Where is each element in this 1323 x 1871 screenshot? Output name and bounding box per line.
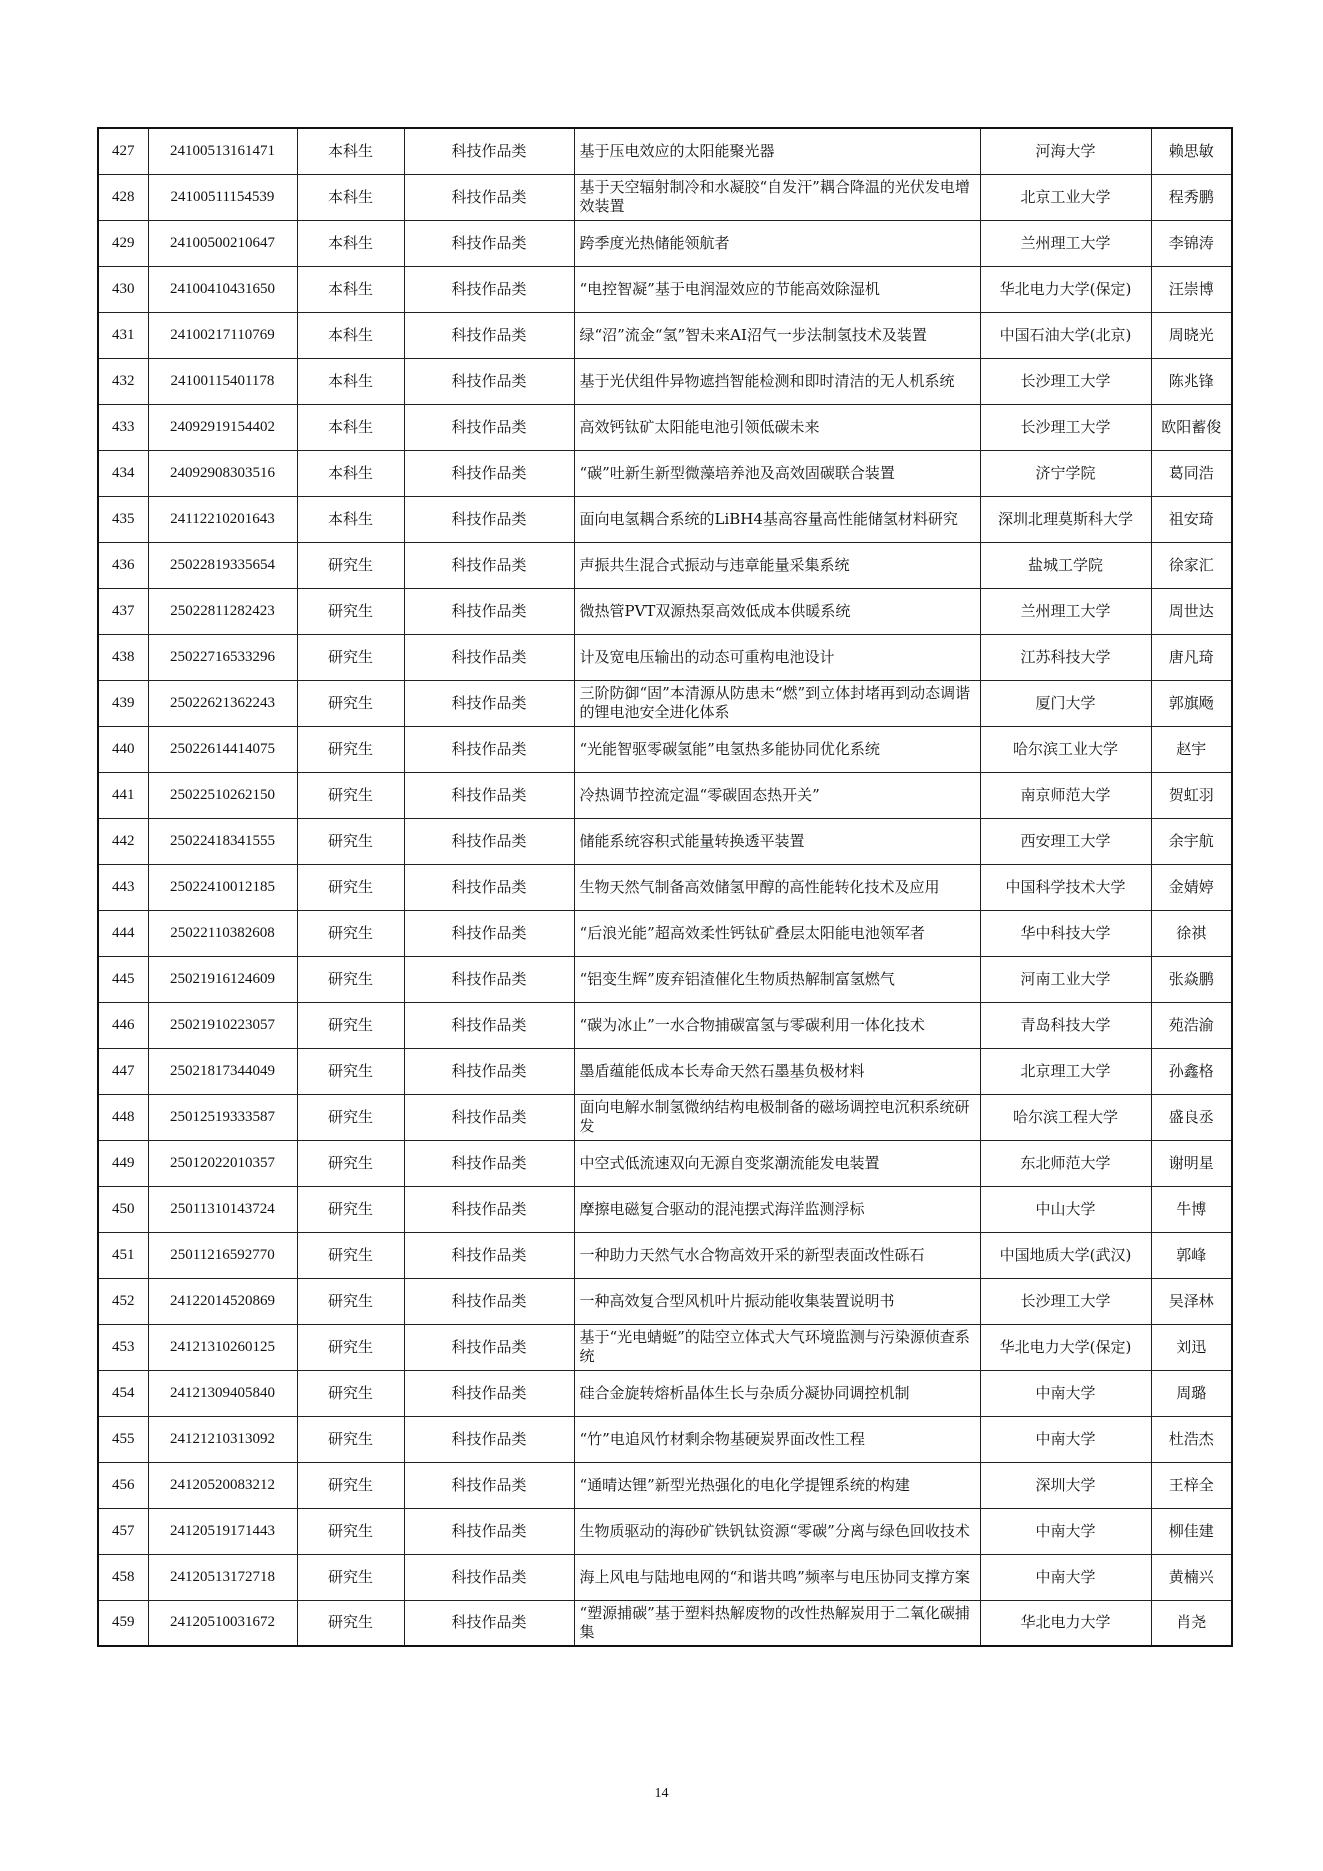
project-title-cell: 墨盾蕴能低成本长寿命天然石墨基负极材料 [574,1048,980,1094]
university-cell: 盐城工学院 [980,542,1151,588]
row-number-cell: 448 [98,1094,148,1140]
project-title-cell: 基于天空辐射制冷和水凝胶“自发汗”耦合降温的光伏发电增效装置 [574,174,980,220]
leader-name-cell: 苑浩渝 [1151,1002,1232,1048]
category-cell: 科技作品类 [404,450,574,496]
university-cell: 中南大学 [980,1416,1151,1462]
entry-code-cell: 25022410012185 [148,864,297,910]
project-title-cell: 生物天然气制备高效储氢甲醇的高性能转化技术及应用 [574,864,980,910]
row-number-cell: 428 [98,174,148,220]
student-level-cell: 研究生 [297,726,404,772]
row-number-cell: 459 [98,1600,148,1646]
table-row [98,910,1232,956]
entry-code-cell: 24122014520869 [148,1278,297,1324]
row-number-cell: 449 [98,1140,148,1186]
row-number-cell: 433 [98,404,148,450]
table-row [98,634,1232,680]
student-level-cell: 研究生 [297,910,404,956]
university-cell: 中南大学 [980,1554,1151,1600]
row-number-cell: 432 [98,358,148,404]
entry-code-cell: 25022621362243 [148,680,297,726]
leader-name-cell: 赖思敏 [1151,128,1232,174]
table-row [98,312,1232,358]
leader-name-cell: 刘迅 [1151,1324,1232,1370]
student-level-cell: 本科生 [297,220,404,266]
project-title-cell: “通晴达锂”新型光热强化的电化学提锂系统的构建 [574,1462,980,1508]
category-cell: 科技作品类 [404,128,574,174]
leader-name-cell: 葛同浩 [1151,450,1232,496]
project-title-cell: 储能系统容积式能量转换透平装置 [574,818,980,864]
table-row [98,496,1232,542]
student-level-cell: 研究生 [297,680,404,726]
student-level-cell: 本科生 [297,266,404,312]
university-cell: 青岛科技大学 [980,1002,1151,1048]
leader-name-cell: 贺虹羽 [1151,772,1232,818]
entry-code-cell: 24100410431650 [148,266,297,312]
entry-code-cell: 24092908303516 [148,450,297,496]
university-cell: 华北电力大学 [980,1600,1151,1646]
university-cell: 北京理工大学 [980,1048,1151,1094]
student-level-cell: 研究生 [297,818,404,864]
student-level-cell: 研究生 [297,1232,404,1278]
leader-name-cell: 徐祺 [1151,910,1232,956]
entry-code-cell: 24120520083212 [148,1462,297,1508]
project-title-cell: 一种助力天然气水合物高效开采的新型表面改性砾石 [574,1232,980,1278]
entry-code-cell: 24100511154539 [148,174,297,220]
university-cell: 长沙理工大学 [980,1278,1151,1324]
project-title-cell: 微热管PVT双源热泵高效低成本供暖系统 [574,588,980,634]
table-body [98,128,1232,1646]
student-level-cell: 研究生 [297,864,404,910]
student-level-cell: 研究生 [297,1462,404,1508]
category-cell: 科技作品类 [404,174,574,220]
category-cell: 科技作品类 [404,1094,574,1140]
category-cell: 科技作品类 [404,1600,574,1646]
leader-name-cell: 张焱鹏 [1151,956,1232,1002]
university-cell: 河南工业大学 [980,956,1151,1002]
student-level-cell: 本科生 [297,404,404,450]
project-title-cell: “碳为冰止”一水合物捕碳富氢与零碳利用一体化技术 [574,1002,980,1048]
table-row [98,772,1232,818]
leader-name-cell: 程秀鹏 [1151,174,1232,220]
project-title-cell: “竹”电追风竹材剩余物基硬炭界面改性工程 [574,1416,980,1462]
row-number-cell: 435 [98,496,148,542]
table-row [98,956,1232,1002]
table-row [98,404,1232,450]
leader-name-cell: 金婧婷 [1151,864,1232,910]
category-cell: 科技作品类 [404,1554,574,1600]
row-number-cell: 457 [98,1508,148,1554]
student-level-cell: 研究生 [297,1278,404,1324]
project-title-cell: “碳”吐新生新型微藻培养池及高效固碳联合装置 [574,450,980,496]
table-row [98,358,1232,404]
student-level-cell: 研究生 [297,1600,404,1646]
entry-code-cell: 24100500210647 [148,220,297,266]
row-number-cell: 440 [98,726,148,772]
category-cell: 科技作品类 [404,496,574,542]
row-number-cell: 441 [98,772,148,818]
entry-code-cell: 24112210201643 [148,496,297,542]
student-level-cell: 研究生 [297,1508,404,1554]
leader-name-cell: 杜浩杰 [1151,1416,1232,1462]
student-level-cell: 本科生 [297,312,404,358]
project-title-cell: 摩擦电磁复合驱动的混沌摆式海洋监测浮标 [574,1186,980,1232]
project-title-cell: 生物质驱动的海砂矿铁钒钛资源“零碳”分离与绿色回收技术 [574,1508,980,1554]
student-level-cell: 本科生 [297,128,404,174]
leader-name-cell: 黄楠兴 [1151,1554,1232,1600]
leader-name-cell: 陈兆锋 [1151,358,1232,404]
leader-name-cell: 欧阳蓄俊 [1151,404,1232,450]
entry-code-cell: 25011310143724 [148,1186,297,1232]
category-cell: 科技作品类 [404,1278,574,1324]
university-cell: 西安理工大学 [980,818,1151,864]
entry-code-cell: 25022510262150 [148,772,297,818]
entry-code-cell: 24100115401178 [148,358,297,404]
category-cell: 科技作品类 [404,404,574,450]
category-cell: 科技作品类 [404,772,574,818]
university-cell: 东北师范大学 [980,1140,1151,1186]
entry-code-cell: 24120510031672 [148,1600,297,1646]
leader-name-cell: 孙鑫格 [1151,1048,1232,1094]
university-cell: 济宁学院 [980,450,1151,496]
entry-code-cell: 25012022010357 [148,1140,297,1186]
university-cell: 中国地质大学(武汉) [980,1232,1151,1278]
table-row [98,1416,1232,1462]
entry-code-cell: 24092919154402 [148,404,297,450]
project-title-cell: “光能智驱零碳氢能”电氢热多能协同优化系统 [574,726,980,772]
university-cell: 中南大学 [980,1370,1151,1416]
category-cell: 科技作品类 [404,1370,574,1416]
leader-name-cell: 汪崇博 [1151,266,1232,312]
project-title-cell: 高效钙钛矿太阳能电池引领低碳未来 [574,404,980,450]
leader-name-cell: 郭峰 [1151,1232,1232,1278]
entry-code-cell: 25022110382608 [148,910,297,956]
category-cell: 科技作品类 [404,1140,574,1186]
university-cell: 华中科技大学 [980,910,1151,956]
project-title-cell: 基于光伏组件异物遮挡智能检测和即时清洁的无人机系统 [574,358,980,404]
student-level-cell: 研究生 [297,1048,404,1094]
category-cell: 科技作品类 [404,818,574,864]
project-title-cell: 硅合金旋转熔析晶体生长与杂质分凝协同调控机制 [574,1370,980,1416]
category-cell: 科技作品类 [404,1186,574,1232]
row-number-cell: 453 [98,1324,148,1370]
university-cell: 兰州理工大学 [980,588,1151,634]
category-cell: 科技作品类 [404,220,574,266]
table-row [98,1462,1232,1508]
university-cell: 南京师范大学 [980,772,1151,818]
entry-code-cell: 25022811282423 [148,588,297,634]
category-cell: 科技作品类 [404,634,574,680]
category-cell: 科技作品类 [404,312,574,358]
table-row [98,128,1232,174]
entry-code-cell: 24100513161471 [148,128,297,174]
row-number-cell: 455 [98,1416,148,1462]
project-title-cell: 计及宽电压输出的动态可重构电池设计 [574,634,980,680]
project-title-cell: “塑源捕碳”基于塑料热解废物的改性热解炭用于二氧化碳捕集 [574,1600,980,1646]
row-number-cell: 452 [98,1278,148,1324]
student-level-cell: 研究生 [297,588,404,634]
entry-code-cell: 25021817344049 [148,1048,297,1094]
leader-name-cell: 柳佳建 [1151,1508,1232,1554]
entry-code-cell: 24121310260125 [148,1324,297,1370]
table-row [98,1002,1232,1048]
student-level-cell: 研究生 [297,1554,404,1600]
university-cell: 厦门大学 [980,680,1151,726]
table-row [98,680,1232,726]
table-row [98,1140,1232,1186]
student-level-cell: 本科生 [297,358,404,404]
student-level-cell: 研究生 [297,542,404,588]
category-cell: 科技作品类 [404,1462,574,1508]
category-cell: 科技作品类 [404,266,574,312]
university-cell: 兰州理工大学 [980,220,1151,266]
student-level-cell: 研究生 [297,1370,404,1416]
table-row [98,864,1232,910]
university-cell: 江苏科技大学 [980,634,1151,680]
entry-code-cell: 25022418341555 [148,818,297,864]
entry-code-cell: 24120519171443 [148,1508,297,1554]
university-cell: 哈尔滨工业大学 [980,726,1151,772]
row-number-cell: 429 [98,220,148,266]
row-number-cell: 454 [98,1370,148,1416]
project-title-cell: 面向电氢耦合系统的LiBH4基高容量高性能储氢材料研究 [574,496,980,542]
category-cell: 科技作品类 [404,1416,574,1462]
project-title-cell: 绿“沼”流金“氢”智未来AI沼气一步法制氢技术及装置 [574,312,980,358]
university-cell: 中南大学 [980,1508,1151,1554]
row-number-cell: 444 [98,910,148,956]
university-cell: 中山大学 [980,1186,1151,1232]
entry-code-cell: 24120513172718 [148,1554,297,1600]
entry-code-cell: 25021916124609 [148,956,297,1002]
table-row [98,266,1232,312]
table-row [98,1370,1232,1416]
university-cell: 中国科学技术大学 [980,864,1151,910]
project-title-cell: 面向电解水制氢微纳结构电极制备的磁场调控电沉积系统研发 [574,1094,980,1140]
page-number: 14 [654,1786,669,1801]
row-number-cell: 430 [98,266,148,312]
project-title-cell: “后浪光能”超高效柔性钙钛矿叠层太阳能电池领军者 [574,910,980,956]
entry-code-cell: 25022614414075 [148,726,297,772]
leader-name-cell: 肖尧 [1151,1600,1232,1646]
project-title-cell: “铝变生辉”废弃铝渣催化生物质热解制富氢燃气 [574,956,980,1002]
student-level-cell: 本科生 [297,450,404,496]
student-level-cell: 研究生 [297,1002,404,1048]
category-cell: 科技作品类 [404,864,574,910]
project-title-cell: 冷热调节控流定温“零碳固态热开关” [574,772,980,818]
row-number-cell: 437 [98,588,148,634]
row-number-cell: 436 [98,542,148,588]
entry-code-cell: 24100217110769 [148,312,297,358]
leader-name-cell: 周璐 [1151,1370,1232,1416]
student-level-cell: 研究生 [297,1094,404,1140]
table-row [98,450,1232,496]
leader-name-cell: 谢明星 [1151,1140,1232,1186]
leader-name-cell: 盛良丞 [1151,1094,1232,1140]
leader-name-cell: 牛博 [1151,1186,1232,1232]
student-level-cell: 研究生 [297,772,404,818]
table-row [98,1554,1232,1600]
awards-table [97,127,1233,1647]
university-cell: 长沙理工大学 [980,358,1151,404]
category-cell: 科技作品类 [404,1002,574,1048]
leader-name-cell: 赵宇 [1151,726,1232,772]
category-cell: 科技作品类 [404,1048,574,1094]
table-row [98,174,1232,220]
leader-name-cell: 吴泽林 [1151,1278,1232,1324]
leader-name-cell: 王梓全 [1151,1462,1232,1508]
table-row [98,1094,1232,1140]
entry-code-cell: 25012519333587 [148,1094,297,1140]
row-number-cell: 438 [98,634,148,680]
category-cell: 科技作品类 [404,542,574,588]
project-title-cell: 一种高效复合型风机叶片振动能收集装置说明书 [574,1278,980,1324]
project-title-cell: 中空式低流速双向无源自变浆潮流能发电装置 [574,1140,980,1186]
category-cell: 科技作品类 [404,726,574,772]
project-title-cell: 基于“光电蜻蜓”的陆空立体式大气环境监测与污染源侦查系统 [574,1324,980,1370]
leader-name-cell: 祖安琦 [1151,496,1232,542]
entry-code-cell: 25022819335654 [148,542,297,588]
table-row [98,1600,1232,1646]
table-row [98,1186,1232,1232]
table-row [98,220,1232,266]
row-number-cell: 434 [98,450,148,496]
table-row [98,1508,1232,1554]
table-row [98,726,1232,772]
table-row [98,1232,1232,1278]
leader-name-cell: 周世达 [1151,588,1232,634]
row-number-cell: 451 [98,1232,148,1278]
entry-code-cell: 24121309405840 [148,1370,297,1416]
table-row [98,818,1232,864]
leader-name-cell: 周晓光 [1151,312,1232,358]
university-cell: 哈尔滨工程大学 [980,1094,1151,1140]
university-cell: 长沙理工大学 [980,404,1151,450]
table-row [98,588,1232,634]
student-level-cell: 研究生 [297,1324,404,1370]
category-cell: 科技作品类 [404,956,574,1002]
row-number-cell: 439 [98,680,148,726]
project-title-cell: 三阶防御“固”本清源从防患未“燃”到立体封堵再到动态调谐的锂电池安全进化体系 [574,680,980,726]
table-row [98,1048,1232,1094]
university-cell: 深圳北理莫斯科大学 [980,496,1151,542]
project-title-cell: 海上风电与陆地电网的“和谐共鸣”频率与电压协同支撑方案 [574,1554,980,1600]
entry-code-cell: 24121210313092 [148,1416,297,1462]
university-cell: 华北电力大学(保定) [980,266,1151,312]
row-number-cell: 442 [98,818,148,864]
row-number-cell: 447 [98,1048,148,1094]
row-number-cell: 458 [98,1554,148,1600]
entry-code-cell: 25022716533296 [148,634,297,680]
project-title-cell: “电控智凝”基于电润湿效应的节能高效除湿机 [574,266,980,312]
category-cell: 科技作品类 [404,588,574,634]
student-level-cell: 研究生 [297,634,404,680]
entry-code-cell: 25021910223057 [148,1002,297,1048]
category-cell: 科技作品类 [404,1232,574,1278]
category-cell: 科技作品类 [404,1508,574,1554]
row-number-cell: 450 [98,1186,148,1232]
category-cell: 科技作品类 [404,1324,574,1370]
table-row [98,1278,1232,1324]
project-title-cell: 基于压电效应的太阳能聚光器 [574,128,980,174]
university-cell: 北京工业大学 [980,174,1151,220]
table-row [98,1324,1232,1370]
row-number-cell: 456 [98,1462,148,1508]
leader-name-cell: 唐凡琦 [1151,634,1232,680]
category-cell: 科技作品类 [404,680,574,726]
university-cell: 深圳大学 [980,1462,1151,1508]
row-number-cell: 431 [98,312,148,358]
category-cell: 科技作品类 [404,910,574,956]
student-level-cell: 研究生 [297,1416,404,1462]
student-level-cell: 研究生 [297,956,404,1002]
university-cell: 河海大学 [980,128,1151,174]
student-level-cell: 本科生 [297,174,404,220]
project-title-cell: 跨季度光热储能领航者 [574,220,980,266]
project-title-cell: 声振共生混合式振动与违章能量采集系统 [574,542,980,588]
university-cell: 中国石油大学(北京) [980,312,1151,358]
student-level-cell: 研究生 [297,1186,404,1232]
university-cell: 华北电力大学(保定) [980,1324,1151,1370]
row-number-cell: 445 [98,956,148,1002]
row-number-cell: 446 [98,1002,148,1048]
category-cell: 科技作品类 [404,358,574,404]
leader-name-cell: 李锦涛 [1151,220,1232,266]
row-number-cell: 427 [98,128,148,174]
row-number-cell: 443 [98,864,148,910]
student-level-cell: 研究生 [297,1140,404,1186]
entry-code-cell: 25011216592770 [148,1232,297,1278]
student-level-cell: 本科生 [297,496,404,542]
leader-name-cell: 郭旗飏 [1151,680,1232,726]
leader-name-cell: 余宇航 [1151,818,1232,864]
table-row [98,542,1232,588]
leader-name-cell: 徐家汇 [1151,542,1232,588]
